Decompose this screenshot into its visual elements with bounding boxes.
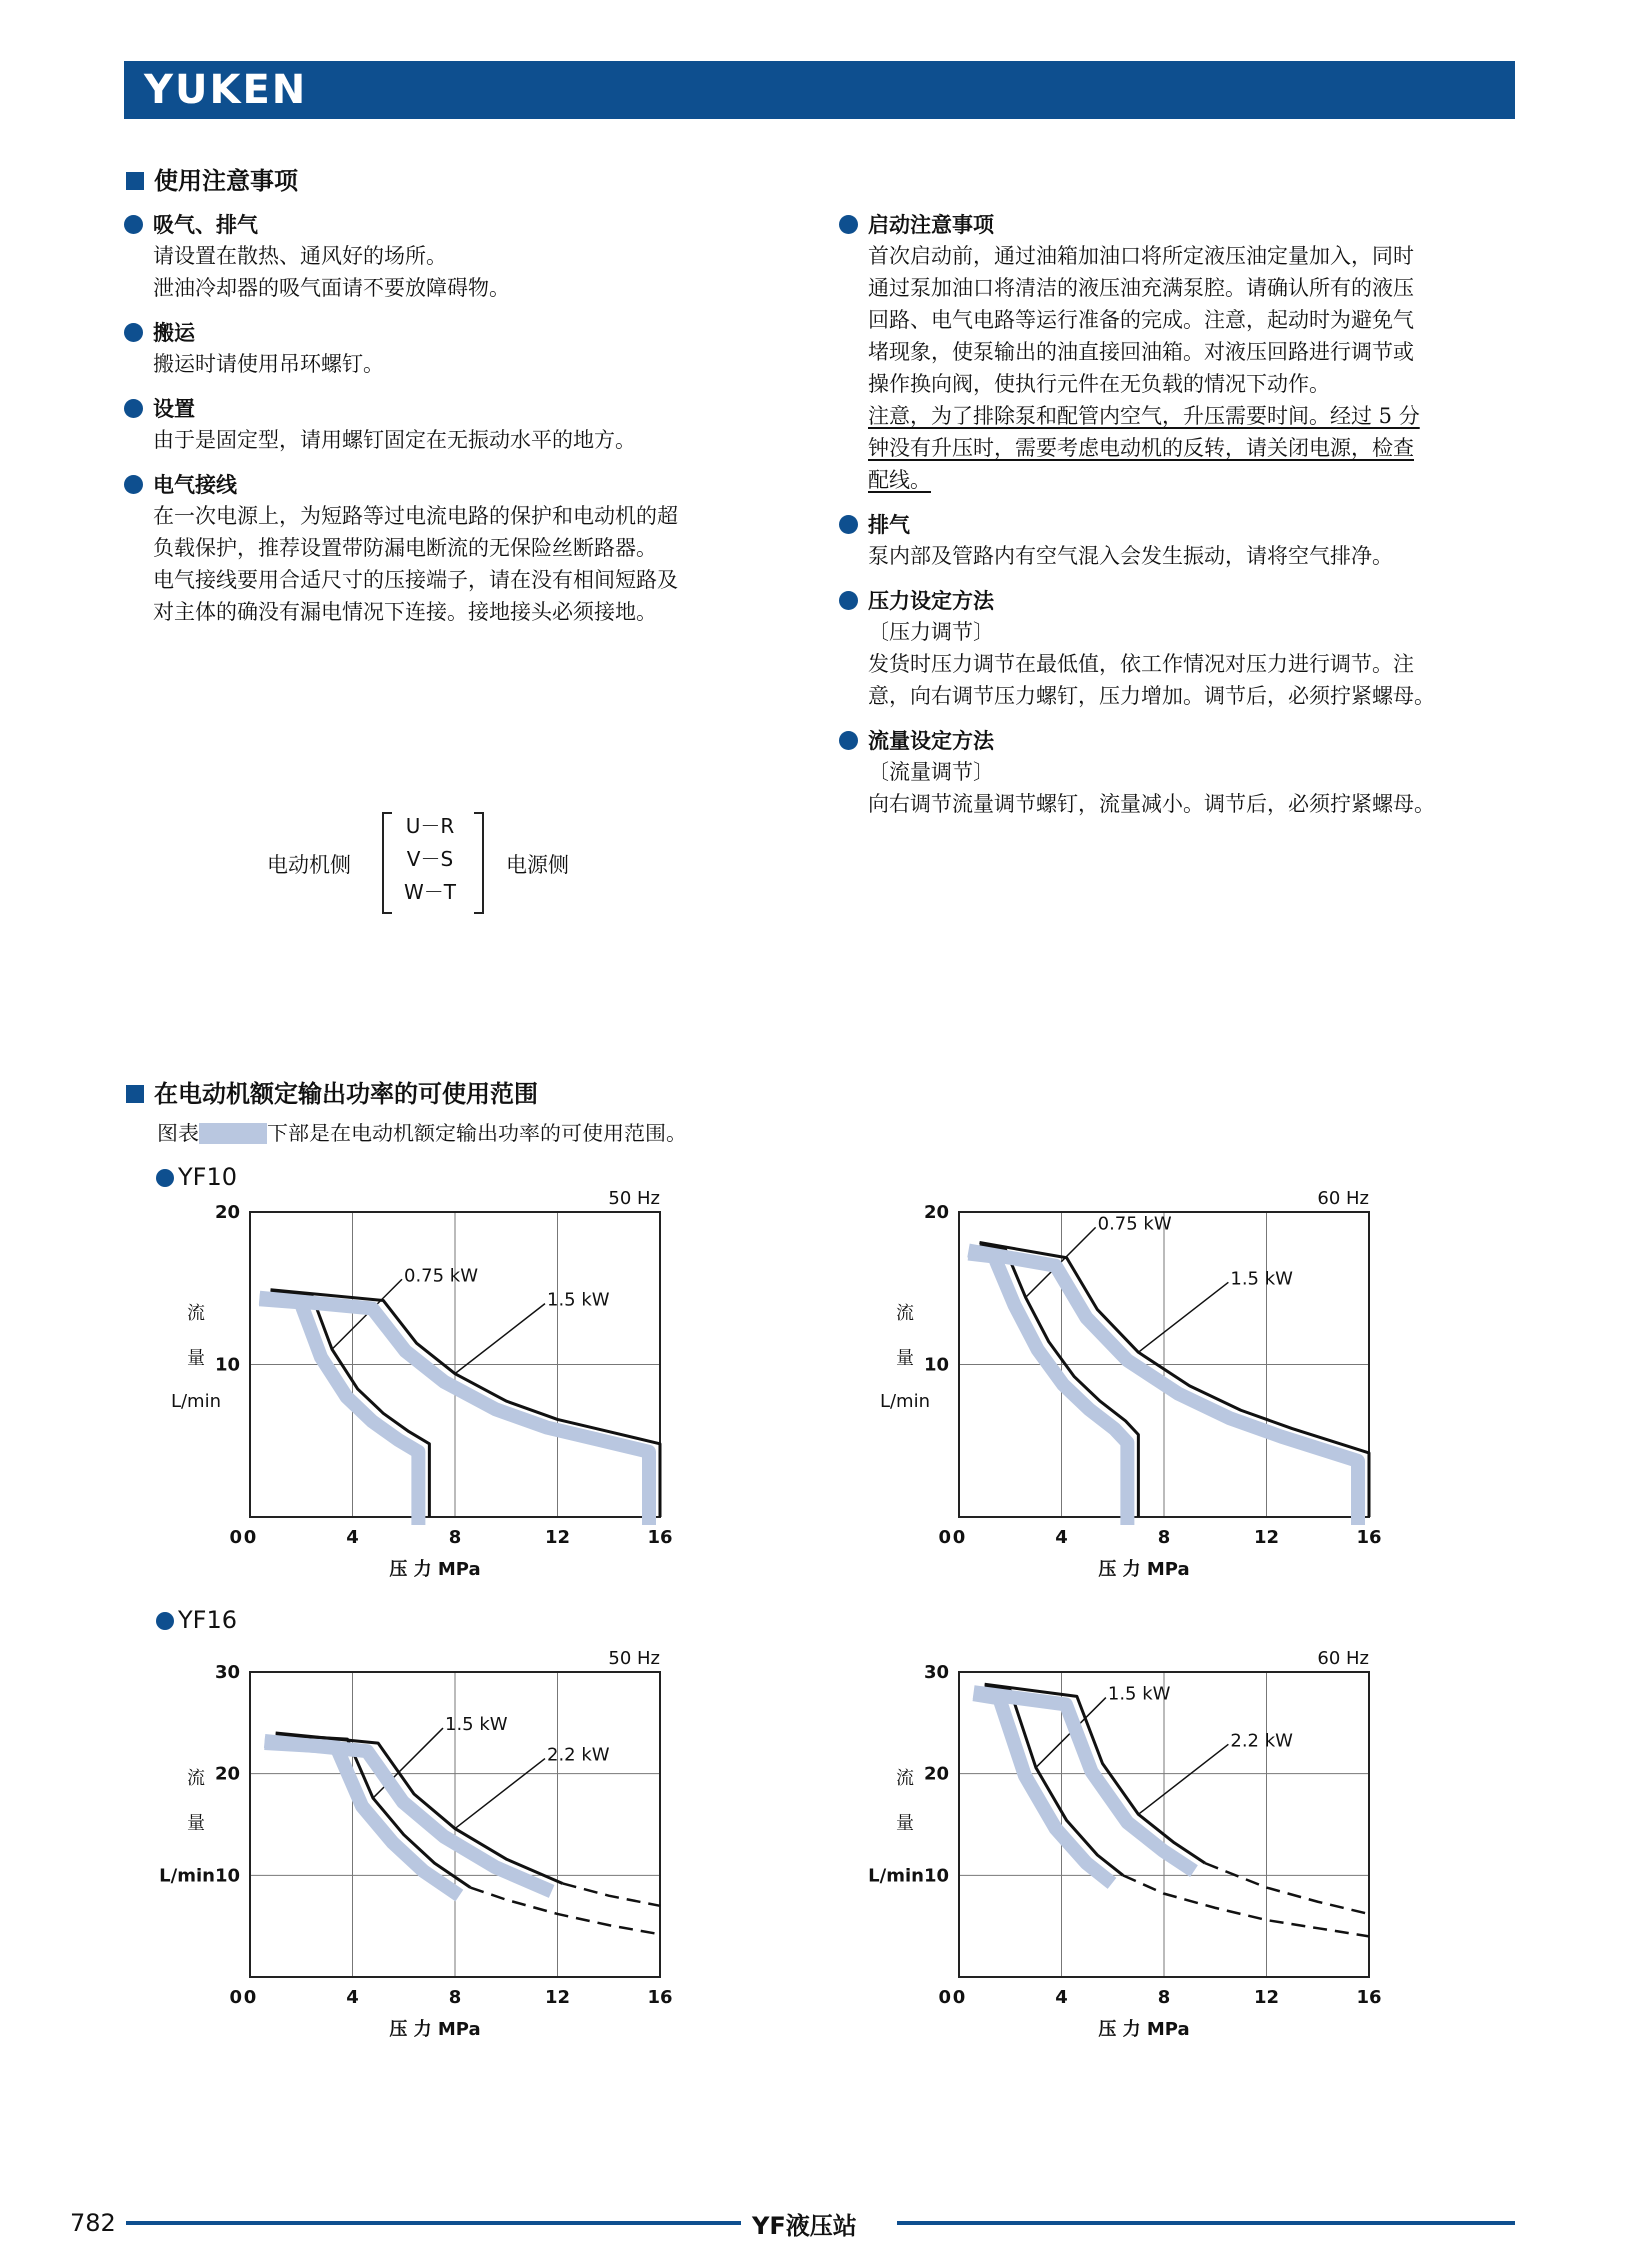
x-tick-label: 0 (243, 1527, 257, 1548)
wiring-power-side-label: 电源侧 (506, 853, 569, 877)
wiring-pair: U－R (405, 814, 455, 838)
section-title-usage-range (126, 1078, 538, 1110)
chart-title: 50 Hz (608, 1188, 660, 1209)
series-label: 0.75 kW (404, 1265, 479, 1287)
x-tick-label: 0 (952, 1527, 966, 1548)
x-tick-label: 12 (544, 1527, 571, 1548)
paragraph-line: 在一次电源上，为短路等过电流电路的保护和电动机的超 (153, 504, 678, 528)
paragraph-line: 向右调节流量调节螺钉，流量减小。调节后，必须拧紧螺母。 (868, 792, 1435, 816)
chart-yf16-50hz (150, 1644, 690, 2054)
yuken-logo: YUKEN (144, 67, 308, 113)
y-tick-label: L/min10 (159, 1865, 240, 1887)
paragraph-line: 对主体的确没有漏电情况下连接。接地接头必须接地。 (153, 600, 657, 624)
section-title-precautions (126, 165, 298, 197)
item-transport (124, 318, 804, 380)
paragraph-line: 泵内部及管路内有空气混入会发生振动，请将空气排净。 (868, 544, 1393, 568)
y-tick-label: 10 (214, 1354, 240, 1376)
y-tick-label: 30 (214, 1662, 240, 1683)
paragraph-line: 泄油冷却器的吸气面请不要放障碍物。 (153, 276, 510, 300)
y-axis-label-3: L/min (879, 1390, 931, 1412)
section-title-text: 在电动机额定输出功率的可使用范围 (154, 1080, 538, 1108)
chart-title: 60 Hz (1317, 1188, 1369, 1209)
series-extension-dashed-1 (470, 1888, 660, 1935)
series-label: 1.5 kW (547, 1289, 610, 1311)
round-bullet-icon (839, 731, 858, 750)
x-tick-label: 8 (448, 1527, 462, 1548)
precautions-right-column (839, 210, 1539, 820)
x-tick-label: 12 (1253, 1527, 1280, 1548)
item-heading: 吸气、排气 (153, 213, 258, 237)
y-tick-label: 30 (923, 1662, 949, 1683)
item-intake-exhaust (124, 210, 804, 304)
paragraph-line: 搬运时请使用吊环螺钉。 (153, 352, 384, 376)
y-axis-label-1: 流 (187, 1302, 205, 1324)
round-bullet-icon (124, 399, 143, 418)
x-tick-label: 16 (1356, 1527, 1382, 1548)
item-heading: 设置 (153, 397, 195, 421)
series-extension-dashed-2 (1205, 1863, 1369, 1914)
y-tick-label: L/min10 (868, 1865, 949, 1887)
round-bullet-icon (839, 591, 858, 610)
usage-band-1 (969, 1254, 1128, 1525)
paragraph-line: 通过泵加油口将清洁的液压油充满泵腔。请确认所有的液压 (868, 276, 1414, 300)
x-tick-label: 0 (952, 1987, 966, 2008)
y-axis-label-2: 量 (896, 1812, 914, 1834)
footer-line-right (897, 2221, 1515, 2225)
item-flow-setting (839, 726, 1539, 820)
item-startup (839, 210, 1539, 496)
paragraph-line: 〔压力调节〕 (868, 620, 994, 644)
chart-yf10-60hz (859, 1184, 1399, 1594)
x-tick-label: 12 (544, 1987, 571, 2008)
usage-band-2 (969, 1251, 1359, 1526)
x-tick-label: 16 (647, 1987, 673, 2008)
description-prefix: 图表 (157, 1122, 199, 1145)
wiring-motor-side-label: 电动机侧 (267, 853, 351, 877)
y-tick-label: 20 (923, 1763, 949, 1785)
series-label: 0.75 kW (1097, 1213, 1172, 1235)
y-axis-label-2: 量 (896, 1347, 914, 1369)
page-number: 782 (70, 2209, 116, 2237)
paragraph-line: 回路、电气电路等运行准备的完成。注意，起动时为避免气 (868, 308, 1414, 332)
wiring-pair: V－S (406, 847, 454, 871)
item-installation (124, 394, 804, 456)
wiring-pair: W－T (404, 880, 456, 904)
chart-yf16-60hz (859, 1644, 1399, 2054)
chart-title: 50 Hz (608, 1648, 660, 1669)
leader-line (455, 1304, 545, 1374)
paragraph-line: 电气接线要用合适尺寸的压接端子，请在没有相间短路及 (153, 568, 678, 592)
x-tick-label: 8 (448, 1987, 462, 2008)
paragraph-line: 首次启动前，通过油箱加油口将所定液压油定量加入，同时 (868, 244, 1414, 268)
y-axis-label-1: 流 (187, 1767, 205, 1789)
paragraph-line: 操作换向阀，使执行元件在无负载的情况下动作。 (868, 372, 1330, 396)
paragraph-line: 意，向右调节压力螺钉，压力增加。调节后，必须拧紧螺母。 (868, 684, 1435, 708)
footer-line-left (126, 2221, 741, 2225)
y-axis-label-2: 量 (187, 1347, 205, 1369)
square-bullet-icon (126, 1085, 144, 1103)
model-label-yf16 (156, 1605, 237, 1635)
paragraph-line: 堵现象，使泵输出的油直接回油箱。对液压回路进行调节或 (868, 340, 1414, 364)
section-title-text: 使用注意事项 (154, 167, 298, 195)
round-bullet-icon (124, 475, 143, 494)
x-axis-label: 压 力 MPa (389, 2019, 481, 2040)
x-tick-label: 0 (243, 1987, 257, 2008)
series-label: 1.5 kW (1107, 1683, 1171, 1705)
chart-yf10-50hz (150, 1184, 690, 1594)
x-tick-label: 4 (346, 1527, 359, 1548)
item-heading: 启动注意事项 (868, 213, 994, 237)
item-heading: 电气接线 (153, 473, 237, 497)
precautions-left-column (124, 210, 804, 628)
y-axis-label-2: 量 (187, 1812, 205, 1834)
usage-range-description (157, 1118, 687, 1149)
round-bullet-icon (839, 215, 858, 234)
x-tick-label: 16 (1356, 1987, 1382, 2008)
leader-line (455, 1759, 545, 1829)
paragraph-line: 负载保护，推荐设置带防漏电断流的无保险丝断路器。 (153, 536, 657, 560)
model-name: YF10 (178, 1163, 238, 1191)
model-name: YF16 (178, 1606, 238, 1634)
y-axis-label-1: 流 (896, 1767, 914, 1789)
round-bullet-icon (156, 1612, 174, 1630)
y-tick-label: 20 (214, 1202, 240, 1223)
x-axis-label: 压 力 MPa (389, 1559, 481, 1580)
y-tick-label: 10 (923, 1354, 949, 1376)
chart-title: 60 Hz (1317, 1648, 1369, 1669)
y-axis-label-3: L/min (170, 1390, 222, 1412)
item-heading: 流量设定方法 (868, 729, 994, 753)
paragraph-line: 发货时压力调节在最低值，依工作情况对压力进行调节。注 (868, 652, 1414, 676)
legend-swatch (199, 1123, 267, 1144)
y-axis-label-1: 流 (896, 1302, 914, 1324)
origin-tick-label: 0 (229, 1527, 242, 1548)
origin-tick-label: 0 (938, 1987, 951, 2008)
x-tick-label: 12 (1253, 1987, 1280, 2008)
footer-title: YF液压站 (752, 2212, 857, 2240)
paragraph-line: 请设置在散热、通风好的场所。 (153, 244, 447, 268)
square-bullet-icon (126, 172, 144, 190)
leader-line (1138, 1282, 1228, 1352)
underlined-note-line: 钟没有升压时，需要考虑电动机的反转，请关闭电源，检查 (868, 436, 1414, 460)
y-tick-label: 20 (923, 1202, 949, 1223)
x-tick-label: 4 (1055, 1987, 1068, 2008)
item-heading: 排气 (868, 513, 910, 537)
series-extension-dashed-2 (563, 1883, 660, 1905)
paragraph-line: 由于是固定型，请用螺钉固定在无振动水平的地方。 (153, 428, 636, 452)
header-bar (124, 61, 1515, 119)
item-electrical-wiring (124, 470, 804, 628)
wiring-bracket-left (382, 812, 392, 914)
usage-band-1 (974, 1694, 1112, 1883)
wiring-pairs (400, 810, 460, 909)
paragraph-line: 〔流量调节〕 (868, 760, 994, 784)
item-air-bleed (839, 510, 1539, 572)
leader-line (1138, 1744, 1228, 1814)
item-pressure-setting (839, 586, 1539, 712)
round-bullet-icon (124, 323, 143, 342)
series-label: 1.5 kW (1230, 1268, 1293, 1290)
origin-tick-label: 0 (938, 1527, 951, 1548)
x-tick-label: 8 (1157, 1527, 1171, 1548)
y-tick-label: 20 (214, 1763, 240, 1785)
origin-tick-label: 0 (229, 1987, 242, 2008)
series-label: 1.5 kW (445, 1714, 508, 1736)
underlined-note-line: 配线。 (868, 468, 931, 492)
x-tick-label: 4 (346, 1987, 359, 2008)
x-tick-label: 4 (1055, 1527, 1068, 1548)
item-heading: 搬运 (153, 321, 195, 345)
description-suffix: 下部是在电动机额定输出功率的可使用范围。 (267, 1122, 687, 1145)
item-heading: 压力设定方法 (868, 589, 994, 613)
x-axis-label: 压 力 MPa (1098, 1559, 1190, 1580)
wiring-bracket-right (474, 812, 484, 914)
round-bullet-icon (124, 215, 143, 234)
x-tick-label: 8 (1157, 1987, 1171, 2008)
series-line-2 (980, 1243, 1370, 1518)
series-label: 2.2 kW (1230, 1730, 1293, 1752)
x-tick-label: 16 (647, 1527, 673, 1548)
x-axis-label: 压 力 MPa (1098, 2019, 1190, 2040)
round-bullet-icon (839, 515, 858, 534)
series-line-2 (271, 1290, 661, 1517)
series-label: 2.2 kW (547, 1744, 610, 1766)
underlined-note-line: 注意，为了排除泵和配管内空气，升压需要时间。经过 5 分 (868, 404, 1420, 428)
